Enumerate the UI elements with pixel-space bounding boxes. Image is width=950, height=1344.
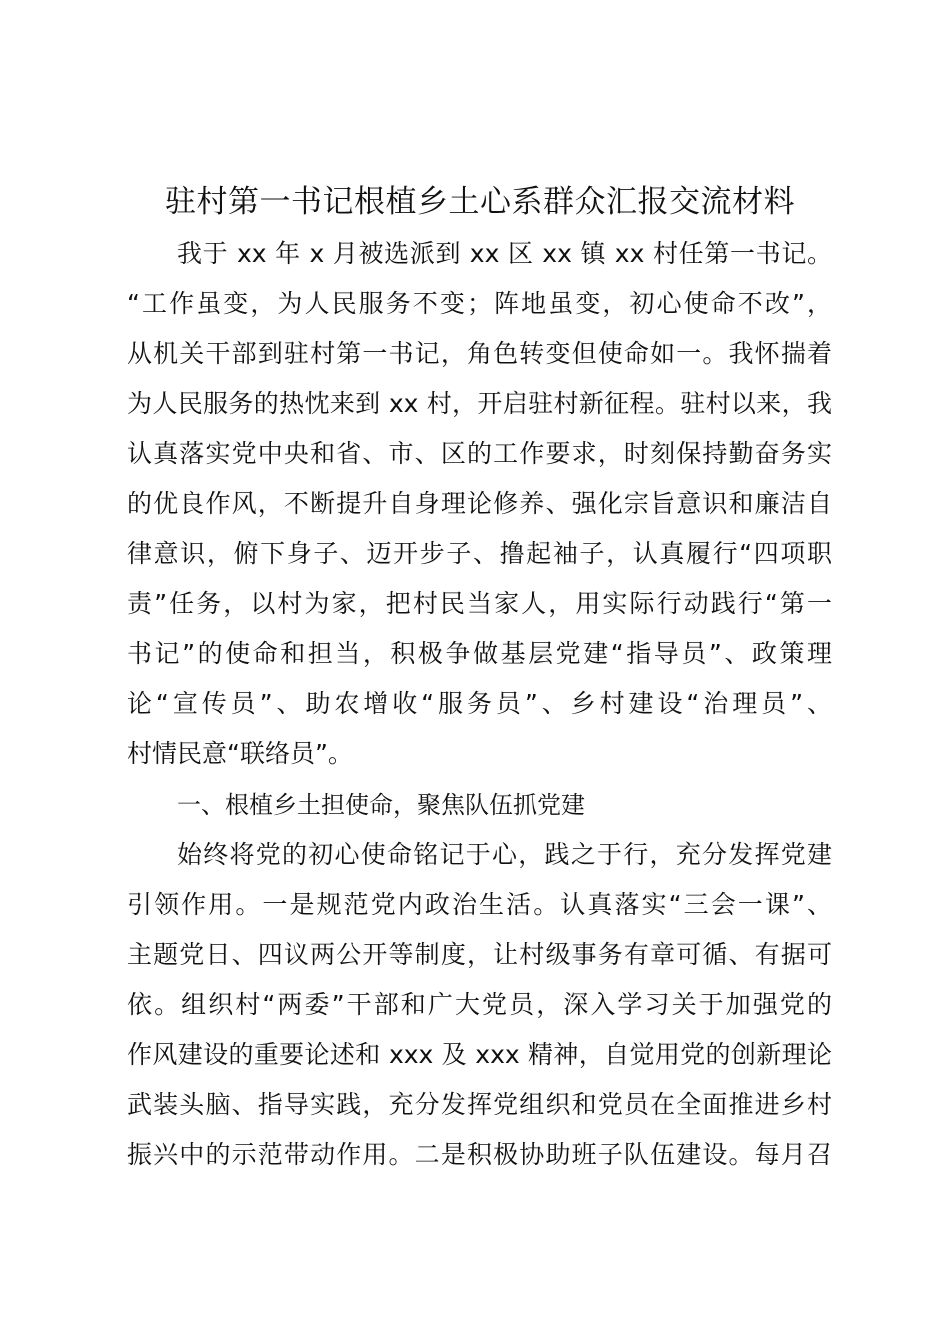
paragraph-line: 为人民服务的热忱来到 xx 村，开启驻村新征程。驻村以来，我 xyxy=(127,389,832,418)
paragraph-line: 责”任务，以村为家，把村民当家人，用实际行动践行“第一 xyxy=(127,589,832,618)
paragraph-line: 论“宣传员”、助农增收“服务员”、乡村建设“治理员”、 xyxy=(127,689,832,718)
paragraph-line: 作风建设的重要论述和 xxx 及 xxx 精神，自觉用党的创新理论 xyxy=(127,1040,832,1069)
paragraph-line: 的优良作风，不断提升自身理论修养、强化宗旨意识和廉洁自 xyxy=(127,489,832,518)
paragraph-line: 律意识，俯下身子、迈开步子、撸起袖子，认真履行“四项职 xyxy=(127,539,832,568)
section-heading: 一、根植乡土担使命，聚焦队伍抓党建 xyxy=(177,791,585,819)
paragraph-line: 主题党日、四议两公开等制度，让村级事务有章可循、有据可 xyxy=(127,940,832,969)
paragraph-line: 认真落实党中央和省、市、区的工作要求，时刻保持勤奋务实 xyxy=(127,439,832,468)
paragraph-line: 依。组织村“两委”干部和广大党员，深入学习关于加强党的 xyxy=(127,990,832,1019)
paragraph-line: 我于 xx 年 x 月被选派到 xx 区 xx 镇 xx 村任第一书记。 xyxy=(177,239,832,268)
paragraph-line: 始终将党的初心使命铭记于心，践之于行，充分发挥党建 xyxy=(177,840,832,869)
paragraph-line: 武装头脑、指导实践，充分发挥党组织和党员在全面推进乡村 xyxy=(127,1090,832,1119)
paragraph-line: 振兴中的示范带动作用。二是积极协助班子队伍建设。每月召 xyxy=(127,1140,832,1169)
paragraph-line: “工作虽变，为人民服务不变；阵地虽变，初心使命不改”， xyxy=(127,289,832,318)
paragraph-line: 书记”的使命和担当，积极争做基层党建“指导员”、政策理 xyxy=(127,639,832,668)
document-title: 驻村第一书记根植乡土心系群众汇报交流材料 xyxy=(165,184,795,220)
paragraph-line: 村情民意“联络员”。 xyxy=(127,739,353,768)
paragraph-line: 从机关干部到驻村第一书记，角色转变但使命如一。我怀揣着 xyxy=(127,339,832,368)
paragraph-line: 引领作用。一是规范党内政治生活。认真落实“三会一课”、 xyxy=(127,890,832,919)
